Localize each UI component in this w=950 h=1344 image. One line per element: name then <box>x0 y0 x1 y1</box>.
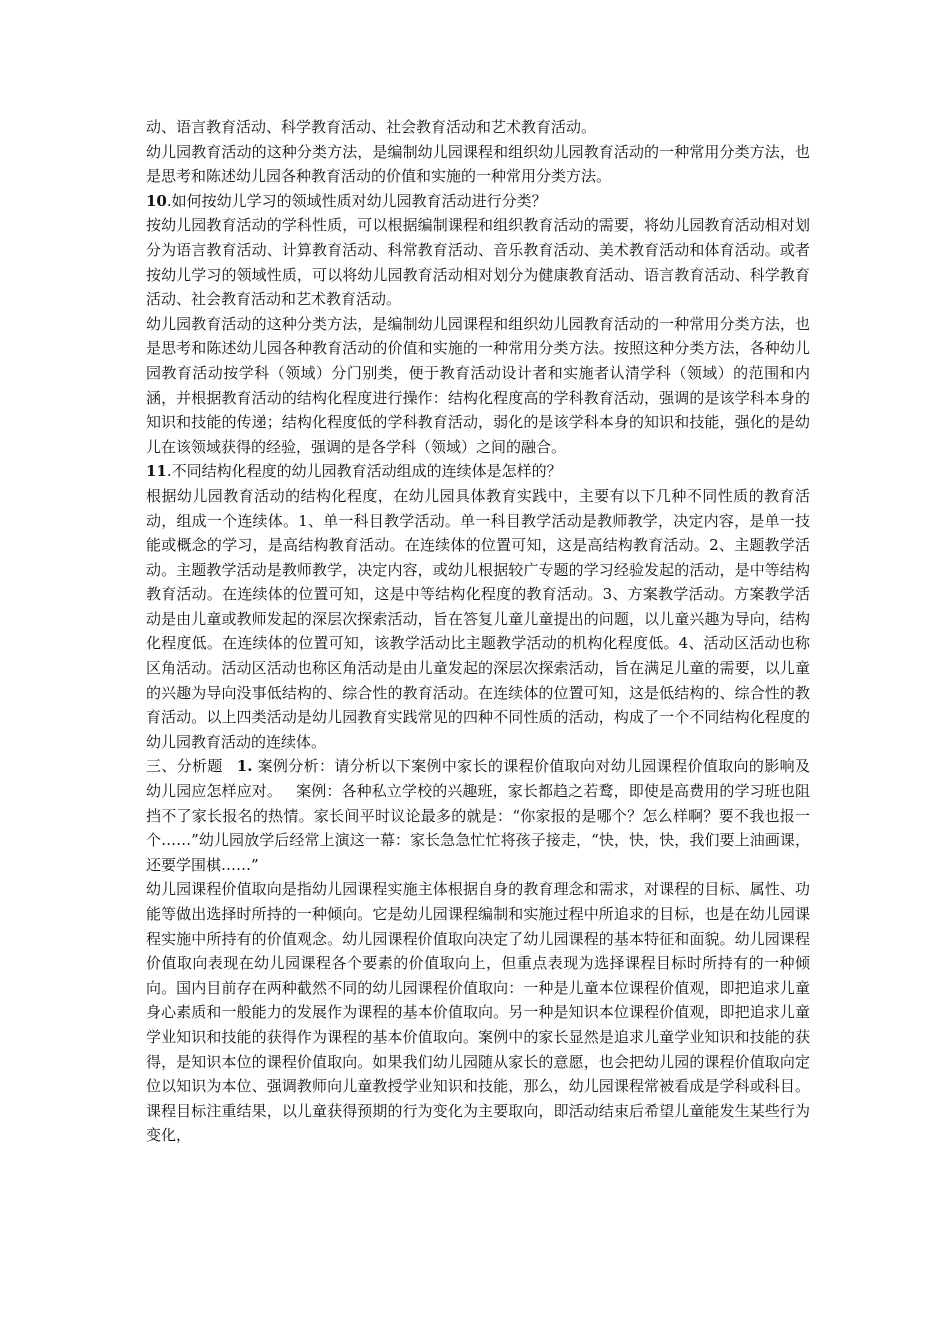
answer-10-paragraph-2: 幼儿园教育活动的这种分类方法，是编制幼儿园课程和组织幼儿园教育活动的一种常用分类方法，也是思考和陈述幼儿园各种教育活动的价值和实施的一种常用分类方法。按照这种分类方法，各种幼儿园教育活动按学科（领域）分门别类，便于教育活动设计者和实施者认清学科（领域）的范围和内涵，并根据教育活动的结构化程度进行操作：结构化程度高的学科教育活动，强调的是该学科本身的知识和技能的传递；结构化程度低的学科教育活动，弱化的是该学科本身的知识和技能，强化的是幼儿在该领域获得的经验，强调的是各学科（领域）之间的融合。 <box>146 314 810 456</box>
question-number: 10 <box>146 191 167 210</box>
paragraph-classification-note: 幼儿园教育活动的这种分类方法，是编制幼儿园课程和组织幼儿园教育活动的一种常用分类方法，也是思考和陈述幼儿园各种教育活动的价值和实施的一种常用分类方法。 <box>146 142 810 186</box>
case-text: 案例：各种私立学校的兴趣班，家长都趋之若鹜，即使是高费用的学习班也阻挡不了家长报名的热情。家长间平时议论最多的就是：“你家报的是哪个？怎么样啊？要不我也报一个……”幼儿园放学后经常上演这一幕：家长急急忙忙将孩子接走，“快，快，快，我们要上油画课，还要学围棋……” <box>146 782 810 874</box>
question-text: 案例分析：请分析以下案例中家长的课程价值取向对幼儿园课程价值取向的影响及幼儿园应怎样应对。 <box>146 757 810 801</box>
answer-11: 根据幼儿园教育活动的结构化程度，在幼儿园具体教育实践中，主要有以下几种不同性质的教育活动，组成一个连续体。1、单一科目教学活动。单一科目教学活动是教师教学，决定内容，是单一技能或概念的学习，是高结构教育活动。在连续体的位置可知，这是高结构教育活动。2、主题教学活动。主题教学活动是教师教学，决定内容，或幼儿根据较广专题的学习经验发起的活动，是中等结构教育活动。在连续体的位置可知，这是中等结构化程度的教育活动。3、方案教学活动。方案教学活动是由儿童或教师发起的深层次探索活动，旨在答复儿童儿童提出的问题，以儿童兴趣为导向，结构化程度低。在连续体的位置可知，该教学活动比主题教学活动的机构化程度低。4、活动区活动也称区角活动。活动区活动也称区角活动是由儿童发起的深层次探索活动，旨在满足儿童的需要，以儿童的兴趣为导向没事低结构的、综合性的教育活动。在连续体的位置可知，这是低结构的、综合性的教育活动。以上四类活动是幼儿园教育实践常见的四种不同性质的活动，构成了一个不同结构化程度的幼儿园教育活动的连续体。 <box>146 486 810 751</box>
answer-10-paragraph-1: 按幼儿园教育活动的学科性质，可以根据编制课程和组织教育活动的需要，将幼儿园教育活动相对划分为语言教育活动、计算教育活动、科常教育活动、音乐教育活动、美术教育活动和体育活动。或者按幼儿学习的领域性质，可以将幼儿园教育活动相对划分为健康教育活动、语言教育活动、科学教育活动、社会教育活动和艺术教育活动。 <box>146 216 810 309</box>
question-11 <box>146 459 810 484</box>
question-text: .不同结构化程度的幼儿园教育活动组成的连续体是怎样的？ <box>166 462 562 481</box>
answer-analysis: 幼儿园课程价值取向是指幼儿园课程实施主体根据自身的教育理念和需求，对课程的目标、属性、功能等做出选择时所持的一种倾向。它是幼儿园课程编制和实施过程中所追求的目标，也是在幼儿园课程实施中所持有的价值观念。幼儿园课程价值取向决定了幼儿园课程的基本特征和面貌。幼儿园课程价值取向表现在幼儿园课程各个要素的价值取向上，但重点表现为选择课程目标时所持有的一种倾向。国内目前存在两种截然不同的幼儿园课程价值取向：一种是儿童本位课程价值观，即把追求儿童身心素质和一般能力的发展作为课程的基本价值取向。另一种是知识本位课程价值观，即把追求儿童学业知识和技能的获得作为课程的基本价值取向。案例中的家长显然是追求儿童学业知识和技能的获得，是知识本位的课程价值取向。如果我们幼儿园随从家长的意愿，也会把幼儿园的课程价值取向定位以知识为本位、强调教师向儿童教授学业知识和技能，那么，幼儿园课程常被看成是学科或科目。课程目标注重结果，以儿童获得预期的行为变化为主要取向，即活动结束后希望儿童能发生某些行为变化， <box>146 880 810 1145</box>
question-text: .如何按幼儿学习的领域性质对幼儿园教育活动进行分类？ <box>166 191 547 210</box>
section-heading: 三、分析题 <box>146 757 223 776</box>
question-number: 1. <box>236 757 253 776</box>
paragraph-continuation: 动、语言教育活动、科学教育活动、社会教育活动和艺术教育活动。 <box>146 118 597 136</box>
document-page <box>146 115 810 1148</box>
question-number: 11 <box>146 462 167 481</box>
question-10 <box>146 189 810 214</box>
section-analysis <box>146 754 810 877</box>
